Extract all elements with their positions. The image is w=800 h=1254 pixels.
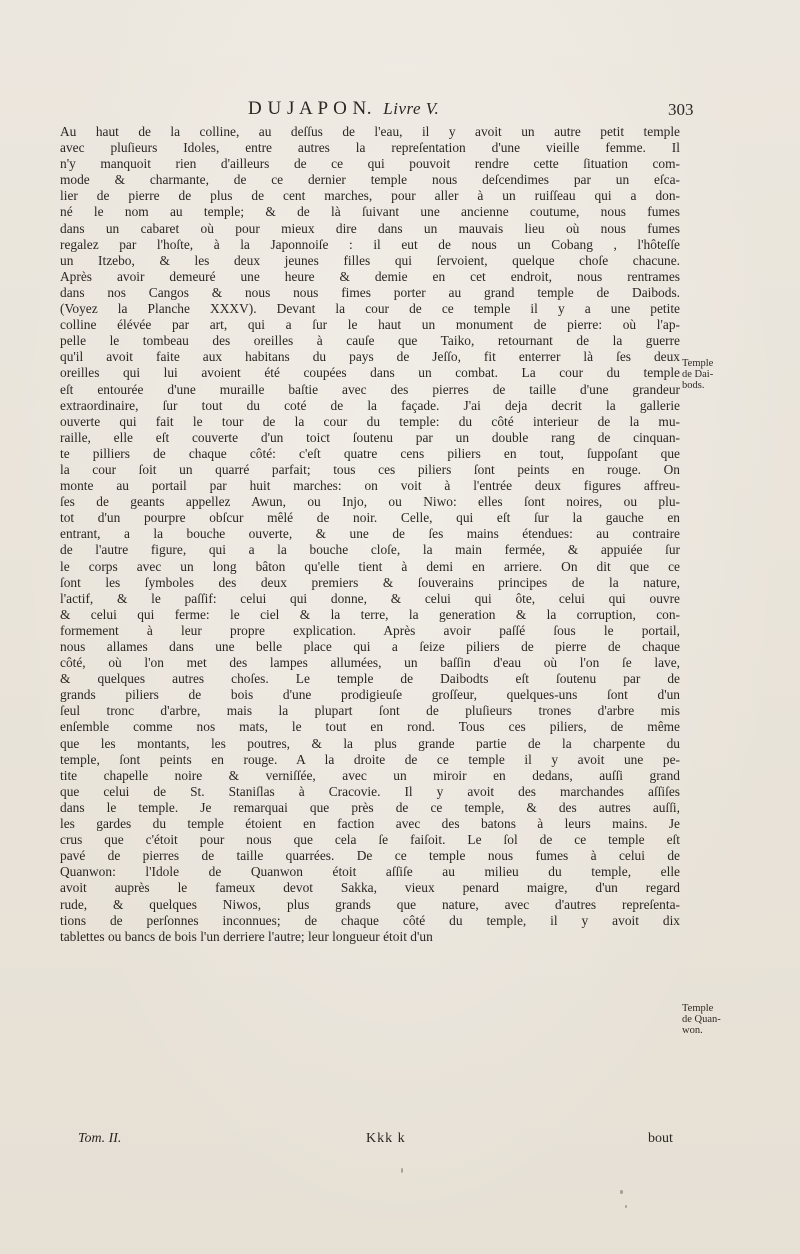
signature-mark: Kkk k (366, 1131, 406, 1146)
text-line: Quanwon: l'Idole de Quanwon étoit aſſiſe au milieu du temple, elle (60, 864, 680, 880)
text-line: le corps avec un long bâton qu'elle tient à demi en arriere. On dit que ce (60, 558, 680, 574)
text-line: que les montants, les poutres, & la plus grande partie de la charpente du (60, 735, 680, 751)
text-line: & celui qui ferme: le ciel & la terre, la generation & la corruption, con- (60, 606, 680, 622)
text-line: & quelques autres choſes. Le temple de Daibodts eſt ſoutenu par de (60, 671, 680, 687)
text-line: grands piliers de bois d'une prodigieuſe groſſeur, quelques-uns ſont d'un (60, 687, 680, 703)
text-line: avoit auprès le fameux devot Sakka, vieux penard maigre, d'un regard (60, 880, 680, 896)
text-line: pelle le tombeau des oreilles à cauſe que Taiko, retournant de la guerre (60, 333, 680, 349)
text-line: n'y manquoit rien d'ailleurs de ce qui pouvoit rendre cette ſituation com- (60, 156, 680, 172)
running-head-book: Livre V. (383, 99, 440, 118)
text-line: tite chapelle noire & verniſſée, avec un miroir en dedans, auſſi grand (60, 767, 680, 783)
text-line: de l'autre figure, qui a la bouche cloſe, la main fermée, & appuiée ſur (60, 542, 680, 558)
text-line: enſemble comme nos mats, le tout en rond. Tous ces piliers, de même (60, 719, 680, 735)
margin-note-line: bods. (682, 380, 705, 391)
text-line: ſeul tronc d'arbre, mais la plupart ſont de pluſieurs trones d'arbre mis (60, 703, 680, 719)
page-number: 303 (668, 100, 694, 119)
text-line: crus que c'étoit pour nous que cela ſe faiſoit. Le ſol de ce temple eſt (60, 832, 680, 848)
text-line: regalez par l'hoſte, à la Japonnoiſe : il eut de nous un Cobang , l'hôteſſe (60, 236, 680, 252)
text-line: te pilliers de chaque côté: c'eſt quatre cens piliers en tout, ſuppoſant que (60, 445, 680, 461)
text-line: rude, & quelques Niwos, plus grands que nature, avec d'autres repreſenta- (60, 896, 680, 912)
text-line: tions de perſonnes inconnues; de chaque côté du temple, il y avoit dix (60, 912, 680, 928)
text-line: ouverte qui fait le tour de la cour du temple: du côté interieur de la mu- (60, 413, 680, 429)
paper-speck (401, 1168, 403, 1173)
text-line: l'actif, & le paſſif: celui qui donne, & celui qui ôte, celui qui ouvre (60, 590, 680, 606)
margin-note-line: de Dai- (682, 369, 714, 380)
text-line: avec pluſieurs Idoles, entre autres la repreſentation d'une vieille femme. Il (60, 140, 680, 156)
text-line: raille, elle eſt couverte d'un toict ſoutenu par un double rang de cinquan- (60, 429, 680, 445)
text-line: ſont les ſymboles des deux premiers & ſouverains principes de la nature, (60, 574, 680, 590)
margin-note-line: Temple (682, 358, 714, 369)
text-line: lier de pierre de plus de cent marches, pour aller à un ruiſſeau qui a don- (60, 188, 680, 204)
text-line: (Voyez la Planche XXXV). Devant la cour de ce temple il y a une petite (60, 301, 680, 317)
text-line: que celui de St. Staniſlas à Cracovie. Il y avoit des marchandes aſſiſes (60, 783, 680, 799)
text-line: nous allames dans une belle place qui a ſeize piliers de pierre de chaque (60, 639, 680, 654)
text-line: dans un cabaret où pour mieux dire dans un mauvais lieu où nous fumes (60, 220, 680, 236)
text-line: ſes de geants appellez Awun, ou Injo, ou Niwo: elles ſont noires, ou plu- (60, 494, 680, 510)
text-line: temple, ſont peints en rouge. A la droite de ce temple il y avoit une pe- (60, 751, 680, 767)
text-line: colline élévée par art, qui a ſur le haut un monument de pierre: où l'ap- (60, 317, 680, 333)
paper-speck (620, 1190, 623, 1194)
margin-note-line: won. (682, 1025, 703, 1036)
volume-mark: Tom. II. (78, 1131, 122, 1146)
text-line: dans le temple. Je remarquai que près de ce temple, & des autres auſſi, (60, 799, 680, 815)
text-line: né le nom au temple; & de là ſuivant une ancienne coutume, nous fumes (60, 204, 680, 220)
text-line: oreilles qui lui avoient été coupées dans un combat. La cour du temple (60, 365, 680, 381)
text-line: pavé de pierres de taille quarrées. De ce temple nous fumes à celui de (60, 848, 680, 864)
text-line: monte au portail par huit marches: on voit à l'entrée deux figures affreu- (60, 478, 680, 494)
text-line: les gardes du temple étoient en faction avec des batons à leurs mains. Je (60, 816, 680, 832)
text-line: dans nos Cangos & nous nous fimes porter au grand temple de Daibods. (60, 284, 680, 300)
text-line: qu'il avoit faite aux habitans du pays de Jeſſo, fit enterrer là ſes deux (60, 349, 680, 365)
margin-note-temple-quanwon (682, 1003, 742, 1036)
paper-speck (625, 1205, 627, 1208)
text-line: tablettes ou bancs de bois l'un derriere l'autre; leur longueur étoit d'un (60, 928, 433, 944)
text-line: eſt entourée d'une muraille baſtie avec des pierres de taille d'une grandeur (60, 381, 680, 397)
text-line: Au haut de la colline, au deſſus de l'eau, il y avoit un autre petit temple (60, 124, 680, 139)
main-text-block (60, 124, 680, 945)
text-line: la cour ſoit un quarré parfait; tous ces piliers ſont peints en rouge. On (60, 461, 680, 477)
margin-note-line: Temple (682, 1003, 714, 1014)
text-line: extraordinaire, ſur tout du coté de la façade. J'ai deja decrit la gallerie (60, 397, 680, 413)
text-line: mode & charmante, de ce dernier temple nous deſcendimes par un eſca- (60, 172, 680, 188)
text-line: entrant, a la bouche ouverte, & une de ſes mains étendues: au contraire (60, 526, 680, 542)
text-line: Après avoir demeuré une heure & demie en cet endroit, nous rentrames (60, 268, 680, 284)
running-head-title: D U J A P O N. (248, 98, 373, 119)
text-line: un Itzebo, & les deux jeunes filles qui ſervoient, quelque choſe chacune. (60, 252, 680, 268)
catchword: bout (648, 1131, 673, 1146)
running-head (248, 98, 439, 120)
text-line: formement à leur propre explication. Après avoir paſſé ſous le portail, (60, 622, 680, 638)
margin-note-line: de Quan- (682, 1014, 721, 1025)
text-line: côté, où l'on met des lampes allumées, un baſſin d'eau où l'on ſe lave, (60, 655, 680, 671)
margin-note-temple-daibods (682, 358, 742, 391)
text-line: tot d'un pourpre obſcur mêlé de noir. Celle, qui eſt ſur la gauche en (60, 510, 680, 526)
